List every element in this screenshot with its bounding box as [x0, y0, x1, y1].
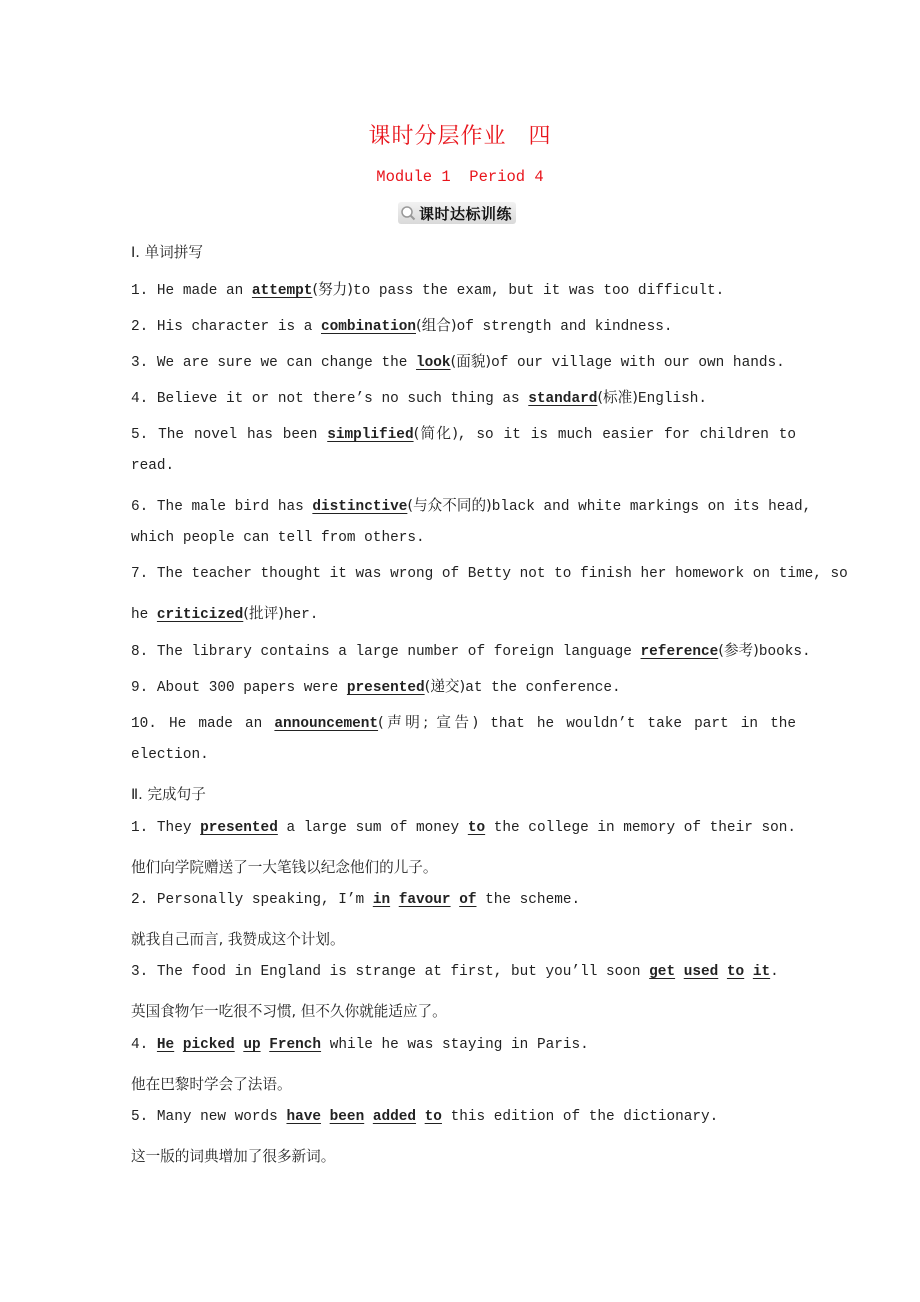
answer: added [372, 1109, 417, 1125]
list-item: 6. The male bird has distinctive(与众不同的)black and white markings on its head, [131, 497, 812, 515]
section-heading-2: Ⅱ. 完成句子 [131, 786, 206, 803]
list-item: 2. His character is a combination(组合)of strength and kindness. [131, 317, 673, 335]
answer: picked [182, 1037, 235, 1053]
answer: simplified [327, 427, 414, 443]
answer: in [372, 892, 391, 908]
answer: up [243, 1037, 261, 1053]
list-item: 1. They presented a large sum of money to the college in memory of their son. [131, 820, 797, 836]
answer: it [752, 964, 771, 980]
answer: get [649, 964, 676, 980]
answer: combination [321, 319, 416, 335]
section-badge [398, 202, 516, 224]
answer: presented [346, 680, 425, 696]
list-item: 9. About 300 papers were presented(递交)at the conference. [131, 678, 621, 696]
answer: been [329, 1109, 365, 1125]
title-text: 课时分层作业 [368, 124, 507, 149]
list-item-continuation: he criticized(批评)her. [131, 605, 319, 623]
list-item: 3. The food in England is strange at first, but you’ll soon get used to it. [131, 964, 779, 980]
list-item: 3. We are sure we can change the look(面貌)of our village with our own hands. [131, 353, 785, 371]
translation: 英国食物乍一吃很不习惯, 但不久你就能适应了。 [131, 1003, 447, 1020]
page-title [0, 119, 920, 150]
answer: attempt [251, 283, 313, 299]
answer: reference [640, 644, 719, 660]
list-item: 1. He made an attempt(努力)to pass the exam, but it was too difficult. [131, 281, 725, 299]
list-item: 7. The teacher thought it was wrong of Betty not to finish her homework on time, so [131, 566, 848, 582]
section-heading-1: Ⅰ. 单词拼写 [131, 244, 203, 261]
list-item: 10. He made an announcement(声明; 宣告) that he wouldn’t take part in the [131, 714, 796, 732]
translation: 他们向学院赠送了一大笔钱以纪念他们的儿子。 [131, 859, 438, 876]
list-item: 2. Personally speaking, I’m in favour of the scheme. [131, 892, 581, 908]
answer: to [467, 820, 486, 836]
answer: favour [398, 892, 451, 908]
page-subtitle: Module 1 Period 4 [376, 168, 544, 186]
list-item: 8. The library contains a large number of foreign language reference(参考)books. [131, 642, 811, 660]
title-number: 四 [528, 124, 552, 149]
answer: presented [200, 820, 278, 836]
list-item: 4. He picked up French while he was staying in Paris. [131, 1037, 589, 1053]
answer: have [286, 1109, 322, 1125]
answer: He [156, 1037, 175, 1053]
answer: used [683, 964, 719, 980]
list-item-continuation: read. [131, 458, 175, 474]
list-item: 4. Believe it or not there’s no such thing as standard(标准)English. [131, 389, 708, 407]
answer: standard [528, 391, 598, 407]
badge-label: 课时达标训练 [419, 204, 513, 223]
answer: distinctive [312, 499, 408, 515]
translation: 他在巴黎时学会了法语。 [131, 1076, 292, 1093]
magnifier-icon [400, 205, 416, 221]
translation: 这一版的词典增加了很多新词。 [131, 1148, 336, 1165]
answer: French [269, 1037, 322, 1053]
answer: criticized [156, 607, 244, 623]
list-item: 5. The novel has been simplified(简化), so it is much easier for children to [131, 425, 796, 443]
answer: to [726, 964, 745, 980]
answer: announcement [274, 716, 379, 732]
list-item-continuation: which people can tell from others. [131, 530, 425, 546]
list-item: 5. Many new words have been added to this edition of the dictionary. [131, 1109, 719, 1125]
answer: look [416, 355, 451, 371]
answer: to [424, 1109, 442, 1125]
translation: 就我自己而言, 我赞成这个计划。 [131, 931, 345, 948]
list-item-continuation: election. [131, 747, 209, 763]
answer: of [459, 892, 477, 908]
